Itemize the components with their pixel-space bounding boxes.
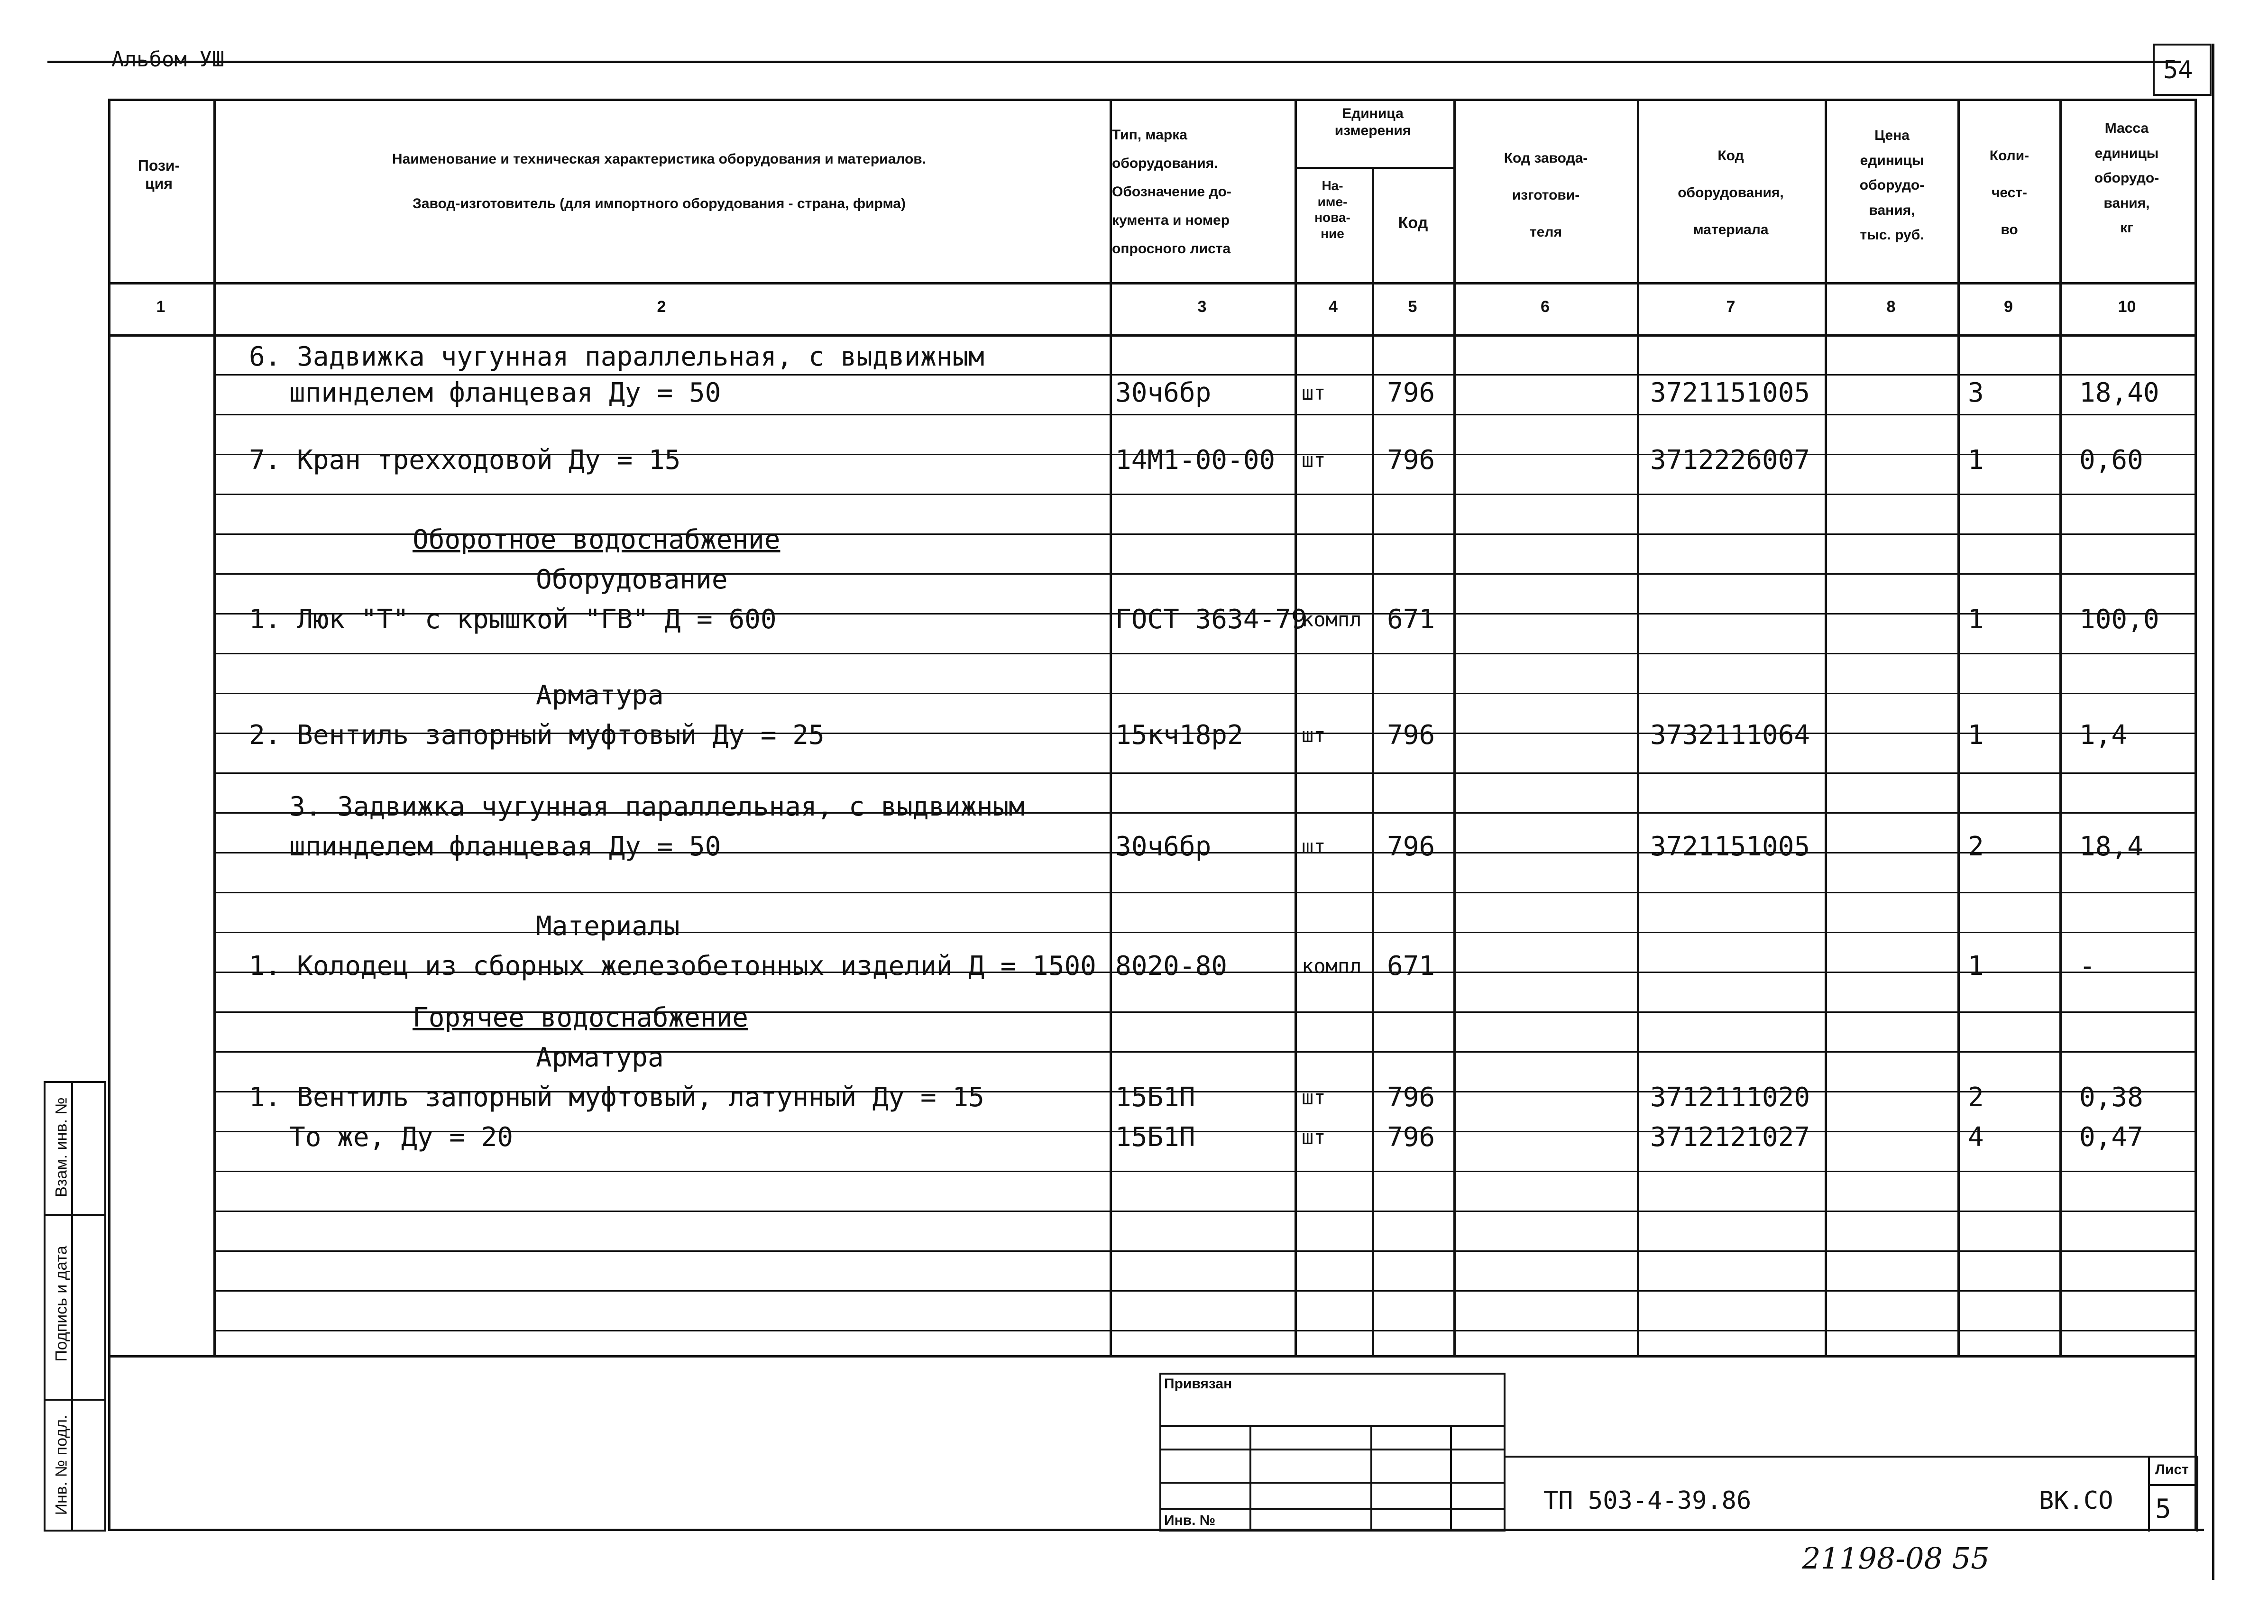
linked-vline-3 bbox=[1450, 1425, 1452, 1532]
row-1-material-code: 3721151005 bbox=[1650, 377, 1810, 408]
linked-label: Привязан bbox=[1164, 1376, 1232, 1392]
linked-line-1 bbox=[1159, 1425, 1506, 1427]
row-line-4 bbox=[213, 494, 2195, 495]
col-line-9 bbox=[2059, 99, 2062, 1355]
col-line-6 bbox=[1637, 99, 1639, 1355]
row-1-mass: 18,40 bbox=[2079, 377, 2159, 408]
row-15-name: То же, Ду = 20 bbox=[289, 1122, 514, 1153]
row-6-name: Арматура bbox=[536, 680, 664, 711]
column-number-5: 5 bbox=[1408, 298, 1417, 316]
row-line-18 bbox=[213, 1051, 2195, 1053]
sheet-label: Лист bbox=[2155, 1462, 2189, 1477]
row-line-25 bbox=[213, 1330, 2195, 1331]
row-5-name: 1. Люк "Т" с крышкой "ГВ" Д = 600 bbox=[249, 604, 777, 635]
row-9-type: 30ч6бр bbox=[1115, 831, 1212, 862]
row-15-material-code: 3712121027 bbox=[1650, 1122, 1810, 1153]
col-header-6: Код завода- изготови- теля bbox=[1504, 150, 1588, 240]
row-11-quantity: 1 bbox=[1968, 951, 1984, 982]
col-line-10 bbox=[2195, 99, 2197, 1530]
col-header-5: Код bbox=[1398, 214, 1428, 232]
col-header-1: Пози- ция bbox=[138, 157, 180, 193]
row-line-21 bbox=[213, 1171, 2195, 1172]
row-12-name: Горячее водоснабжение bbox=[413, 1002, 749, 1034]
row-3-name: Оборотное водоснабжение bbox=[413, 524, 780, 556]
row-13-name: Арматура bbox=[536, 1042, 664, 1073]
row-line-22 bbox=[213, 1211, 2195, 1212]
row-11-unit-code: 671 bbox=[1387, 951, 1435, 982]
row-14-type: 15Б1П bbox=[1115, 1082, 1195, 1113]
row-line-9 bbox=[213, 693, 2195, 694]
side-stamp-divider-v bbox=[71, 1081, 73, 1532]
row-11-type: 8020-80 bbox=[1115, 951, 1228, 982]
footer-note: 21198-08 55 bbox=[1802, 1541, 1990, 1576]
row-7-mass: 1,4 bbox=[2079, 720, 2128, 751]
row-5-quantity: 1 bbox=[1968, 604, 1984, 635]
title-sheet-right bbox=[2196, 1456, 2198, 1532]
row-7-type: 15кч18р2 bbox=[1115, 720, 1243, 751]
row-14-unit: шт bbox=[1302, 1086, 1326, 1110]
album-label: Альбом УШ bbox=[111, 47, 225, 72]
row-7-name: 2. Вентиль запорный муфтовый Ду = 25 bbox=[249, 720, 825, 751]
row-0-name: 6. Задвижка чугунная параллельная, с выдвижным bbox=[249, 341, 984, 372]
doc-mark: ВК.СО bbox=[2039, 1486, 2113, 1515]
col-header-7: Код оборудования, материала bbox=[1678, 148, 1784, 238]
colnum-bottom-line bbox=[108, 334, 2195, 337]
inv-label: Инв. № bbox=[1164, 1513, 1216, 1528]
linked-line-4 bbox=[1159, 1508, 1506, 1510]
row-15-unit: шт bbox=[1302, 1126, 1326, 1149]
row-14-name: 1. Вентиль запорный муфтовый, латунный Ду = 15 bbox=[249, 1082, 984, 1113]
col-header-8: Цена единицы оборудо- вания, тыс. руб. bbox=[1859, 128, 1925, 243]
row-line-8 bbox=[213, 653, 2195, 654]
linked-line-3 bbox=[1159, 1482, 1506, 1484]
row-1-name: шпинделем фланцевая Ду = 50 bbox=[289, 377, 721, 408]
col-header-2-line1: Наименование и техническая характеристика оборудования и материалов. bbox=[392, 151, 927, 167]
column-number-9: 9 bbox=[2004, 298, 2013, 316]
row-2-quantity: 1 bbox=[1968, 445, 1984, 476]
side-stamp-label-1: Взам. инв. № bbox=[52, 1097, 71, 1197]
row-14-quantity: 2 bbox=[1968, 1082, 1984, 1113]
row-5-unit-code: 671 bbox=[1387, 604, 1435, 635]
col-header-4: На- име- нова- ние bbox=[1314, 178, 1350, 241]
header-bottom-line bbox=[108, 282, 2195, 284]
col-header-units: Единица измерения bbox=[1334, 106, 1411, 138]
row-10-name: Материалы bbox=[536, 911, 680, 942]
top-rule bbox=[47, 61, 2181, 63]
row-8-name: 3. Задвижка чугунная параллельная, с выдвижным bbox=[289, 791, 1025, 823]
row-line-2 bbox=[213, 414, 2195, 415]
col-line-8 bbox=[1957, 99, 1960, 1355]
row-line-23 bbox=[213, 1250, 2195, 1252]
col-line-4 bbox=[1372, 167, 1374, 1355]
row-11-unit: компл bbox=[1302, 954, 1362, 978]
column-number-3: 3 bbox=[1197, 298, 1207, 316]
column-number-7: 7 bbox=[1726, 298, 1735, 316]
right-rule bbox=[2212, 44, 2214, 1580]
row-2-material-code: 3712226007 bbox=[1650, 445, 1810, 476]
doc-code: ТП 503-4-39.86 bbox=[1543, 1486, 1752, 1515]
table-top-line bbox=[108, 99, 2195, 101]
row-line-6 bbox=[213, 573, 2195, 575]
row-line-24 bbox=[213, 1290, 2195, 1292]
row-7-quantity: 1 bbox=[1968, 720, 1984, 751]
col-line-2 bbox=[1110, 99, 1112, 1355]
title-sheet-hline bbox=[2148, 1484, 2198, 1486]
col-line-1 bbox=[213, 99, 216, 1355]
col-line-7 bbox=[1825, 99, 1827, 1355]
row-9-unit-code: 796 bbox=[1387, 831, 1435, 862]
title-block-top bbox=[1506, 1456, 2198, 1458]
side-stamp-label-3: Инв. № подл. bbox=[52, 1414, 71, 1515]
row-2-mass: 0,60 bbox=[2079, 445, 2143, 476]
table-bottom-line bbox=[108, 1355, 2195, 1358]
column-number-6: 6 bbox=[1541, 298, 1550, 316]
column-number-10: 10 bbox=[2118, 298, 2136, 316]
row-9-material-code: 3721151005 bbox=[1650, 831, 1810, 862]
linked-line-2 bbox=[1159, 1449, 1506, 1450]
col-header-9: Коли- чест- во bbox=[1989, 148, 2029, 238]
row-5-mass: 100,0 bbox=[2079, 604, 2159, 635]
row-14-unit-code: 796 bbox=[1387, 1082, 1435, 1113]
row-2-name: 7. Кран трехходовой Ду = 15 bbox=[249, 445, 681, 476]
row-15-quantity: 4 bbox=[1968, 1122, 1984, 1153]
row-line-1 bbox=[213, 374, 2195, 376]
row-14-mass: 0,38 bbox=[2079, 1082, 2143, 1113]
row-15-unit-code: 796 bbox=[1387, 1122, 1435, 1153]
title-sheet-vline bbox=[2148, 1456, 2150, 1532]
col-line-3 bbox=[1295, 99, 1297, 1355]
column-number-8: 8 bbox=[1886, 298, 1896, 316]
column-number-2: 2 bbox=[657, 298, 666, 316]
row-14-material-code: 3712111020 bbox=[1650, 1082, 1810, 1113]
row-9-mass: 18,4 bbox=[2079, 831, 2143, 862]
bottom-rule bbox=[108, 1529, 2204, 1531]
row-15-type: 15Б1П bbox=[1115, 1122, 1195, 1153]
row-9-name: шпинделем фланцевая Ду = 50 bbox=[289, 831, 721, 862]
row-9-quantity: 2 bbox=[1968, 831, 1984, 862]
row-9-unit: шт bbox=[1302, 835, 1326, 859]
row-7-unit: шт bbox=[1302, 724, 1326, 747]
page-number-top: 54 bbox=[2163, 56, 2193, 84]
col-header-3: Тип, марка оборудования. Обозначение до- кумента и номер опросного листа bbox=[1112, 127, 1231, 257]
row-7-material-code: 3732111064 bbox=[1650, 720, 1810, 751]
row-7-unit-code: 796 bbox=[1387, 720, 1435, 751]
row-2-unit-code: 796 bbox=[1387, 445, 1435, 476]
row-11-name: 1. Колодец из сборных железобетонных изделий Д = 1500 bbox=[249, 951, 1096, 982]
row-15-mass: 0,47 bbox=[2079, 1122, 2143, 1153]
row-5-unit: компл bbox=[1302, 608, 1362, 632]
linked-vline-2 bbox=[1370, 1425, 1372, 1532]
row-5-type: ГОСТ 3634-79 bbox=[1115, 604, 1307, 635]
col-line-5 bbox=[1453, 99, 1456, 1355]
column-number-4: 4 bbox=[1329, 298, 1338, 316]
linked-vline-1 bbox=[1249, 1425, 1251, 1532]
row-line-14 bbox=[213, 892, 2195, 893]
col-header-10: Масса единицы оборудо- вания, кг bbox=[2094, 120, 2159, 236]
row-1-quantity: 3 bbox=[1968, 377, 1984, 408]
row-line-11 bbox=[213, 772, 2195, 774]
row-1-type: 30ч6бр bbox=[1115, 377, 1212, 408]
row-2-type: 14М1-00-00 bbox=[1115, 445, 1276, 476]
row-line-15 bbox=[213, 932, 2195, 933]
row-1-unit: шт bbox=[1302, 381, 1326, 404]
row-11-mass: - bbox=[2079, 951, 2095, 982]
row-4-name: Оборудование bbox=[536, 564, 728, 596]
column-number-1: 1 bbox=[156, 298, 165, 316]
row-1-unit-code: 796 bbox=[1387, 377, 1435, 408]
side-stamp-label-2: Подпись и дата bbox=[52, 1246, 71, 1362]
sheet-number: 5 bbox=[2155, 1494, 2171, 1524]
row-2-unit: шт bbox=[1302, 449, 1326, 472]
col-header-2-line2: Завод-изготовитель (для импортного оборудования - страна, фирма) bbox=[413, 196, 906, 211]
